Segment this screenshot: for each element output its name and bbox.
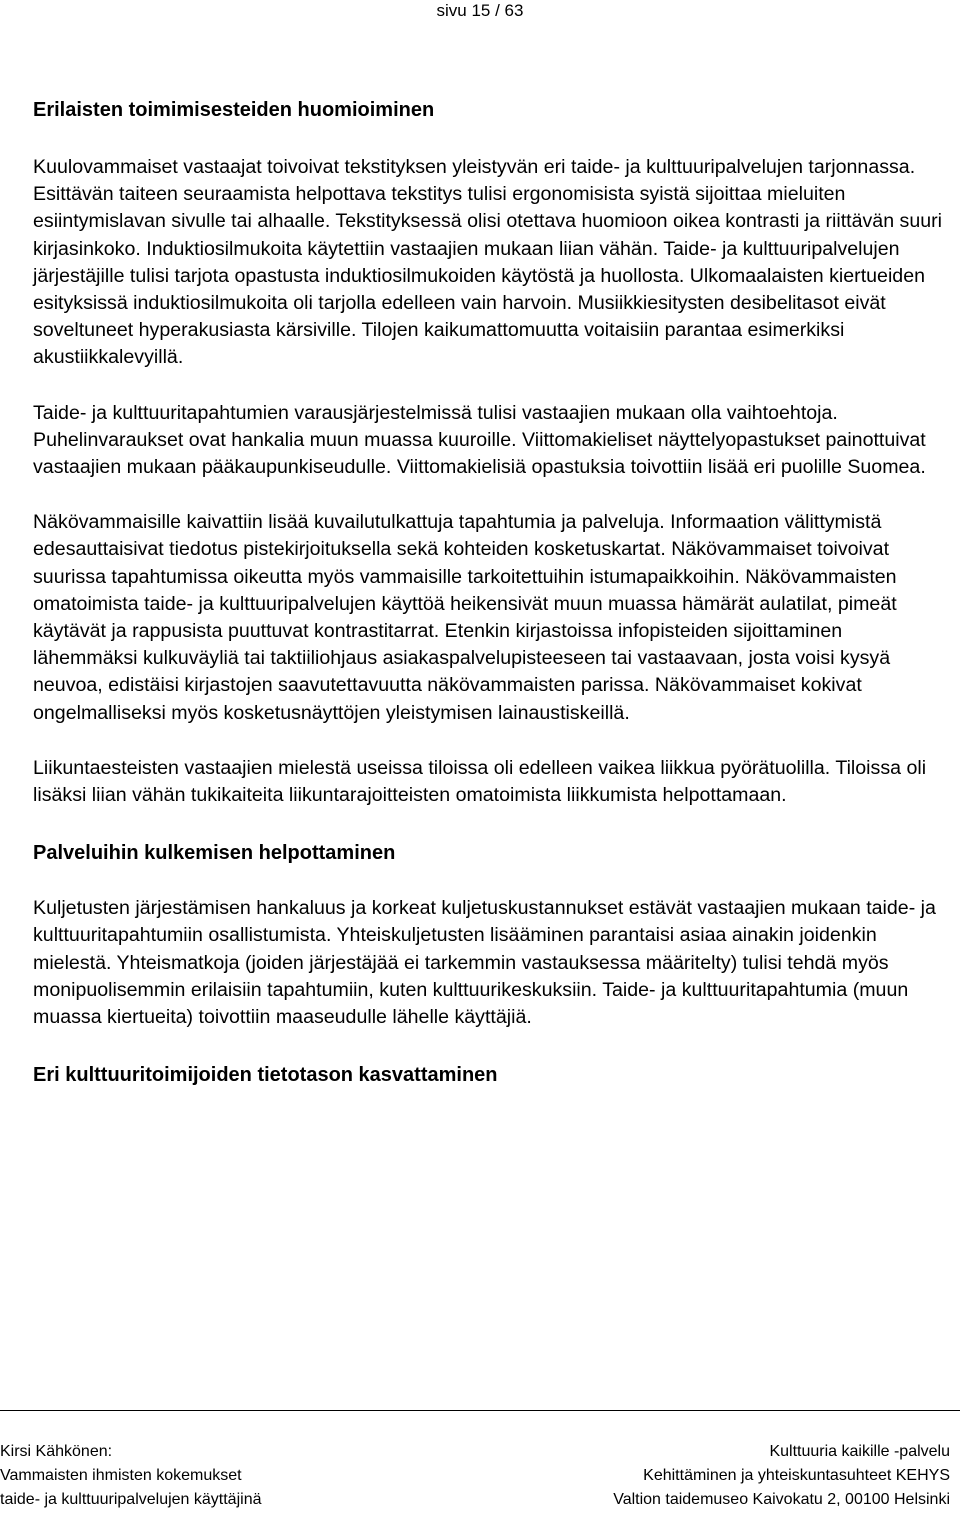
document-body (33, 97, 945, 1089)
section-heading: Erilaisten toimimisesteiden huomioiminen (33, 99, 435, 121)
paragraph: Taide- ja kulttuuritapahtumien varausjärjestelmissä tulisi vastaajien mukaan olla vaihtoehtoja. Puhelinvaraukset ovat hankalia muun muassa kuuroille. Viittomakieliset näyttelyopastukset painottuivat vastaajien mukaan pääkaupunkiseudulle. Viittomakielisiä opastuksia toivottiin lisää eri puolille Suomea. (33, 401, 926, 479)
footer-divider (0, 1410, 960, 1411)
section-heading: Palveluihin kulkemisen helpottaminen (33, 842, 396, 865)
footer-author: Kirsi Kähkönen: (0, 1443, 113, 1460)
footer-service-name: Kulttuuria kaikille -palvelu (769, 1443, 950, 1460)
footer-address: Valtion taidemuseo Kaivokatu 2, 00100 Helsinki (613, 1491, 950, 1508)
footer-title-line: taide- ja kulttuuripalvelujen käyttäjinä (0, 1491, 262, 1508)
paragraph: Kuulovammaiset vastaajat toivoivat tekstityksen yleistyvän eri taide- ja kulttuuripalvelujen tarjonnassa. Esittävän taiteen seuraamista helpottava tekstitys tulisi ergonomisista syistä sijoittaa mieluiten esiintymislavan sivulle tai alhaalle. Tekstityksessä olisi otettava huomioon oikea kontrasti ja riittävän suuri kirjasinkoko. Induktiosilmukoita käytettiin vastaajien mukaan liian vähän. Taide- ja kulttuuripalvelujen järjestäjille tulisi tarjota opastusta induktiosilmukoiden käytöstä ja huollosta. Ulkomaalaisten kiertueiden esityksissä induktiosilmukoita oli tarjolla edelleen vain harvoin. Musiikkiesitysten desibelitasot eivät soveltuneet hyperakusiasta kärsiville. Tilojen kaikumattomuutta voitaisiin parantaa esimerkiksi akustiikkalevyillä. (33, 156, 943, 369)
footer-title-line: Vammaisten ihmisten kokemukset (0, 1467, 242, 1484)
paragraph: Näkövammaisille kaivattiin lisää kuvailutulkattuja tapahtumia ja palveluja. Informaation välittymistä edesauttaisivat tiedotus pistekirjoituksella sekä kohteiden kosketuskartat. Näkövammaiset toivoivat suurissa tapahtumissa oikeutta myös vammaisille tarkoitettuihin istumapaikkoihin. Näkövammaisten omatoimista taide- ja kulttuuripalvelujen käyttöä heikensivät muun muassa hämärät aulatilat, pimeät käytävät ja rappusista puuttuvat kontrastitarrat. Etenkin kirjastoissa infopisteiden sijoittaminen lähemmäksi kulkuväyliä tai taktiiliohjaus asiakaspalvelupisteeseen tai vastaavaan, josta voisi kysyä neuvoa, edistäisi kirjastojen saavutettavuutta näkövammaisten parissa. Näkövammaiset kokivat ongelmalliseksi myös kosketusnäyttöjen yleistymisen lainaustiskeillä. (33, 511, 897, 724)
footer-author-block (0, 1440, 261, 1512)
footer-department: Kehittäminen ja yhteiskuntasuhteet KEHYS (643, 1467, 950, 1484)
footer-publisher-block (613, 1440, 950, 1512)
section-heading: Eri kulttuuritoimijoiden tietotason kasvattaminen (33, 1064, 498, 1087)
paragraph: Kuljetusten järjestämisen hankaluus ja korkeat kuljetuskustannukset estävät vastaajien mukaan taide- ja kulttuuritapahtumiin osallistumista. Yhteiskuljetusten lisääminen parantaisi asiaa ainakin joidenkin mielestä. Yhteismatkoja (joiden järjestäjää ei tarkemmin vastauksessa määritelty) tulisi tehdä myös monipuolisemmin erilaisiin tapahtumiin, kuten kulttuurikeskuksiin. Taide- ja kulttuuritapahtumia (muun muassa kiertueita) toivottiin maaseudulle lähelle käyttäjiä. (33, 897, 936, 1029)
page-number: sivu 15 / 63 (436, 1, 524, 20)
paragraph: Liikuntaesteisten vastaajien mielestä useissa tiloissa oli edelleen vaikea liikkua pyörätuolilla. Tiloissa oli lisäksi liian vähän tukikaiteita liikuntarajoitteisten omatoimista liikkumista helpottamaan. (33, 756, 927, 807)
